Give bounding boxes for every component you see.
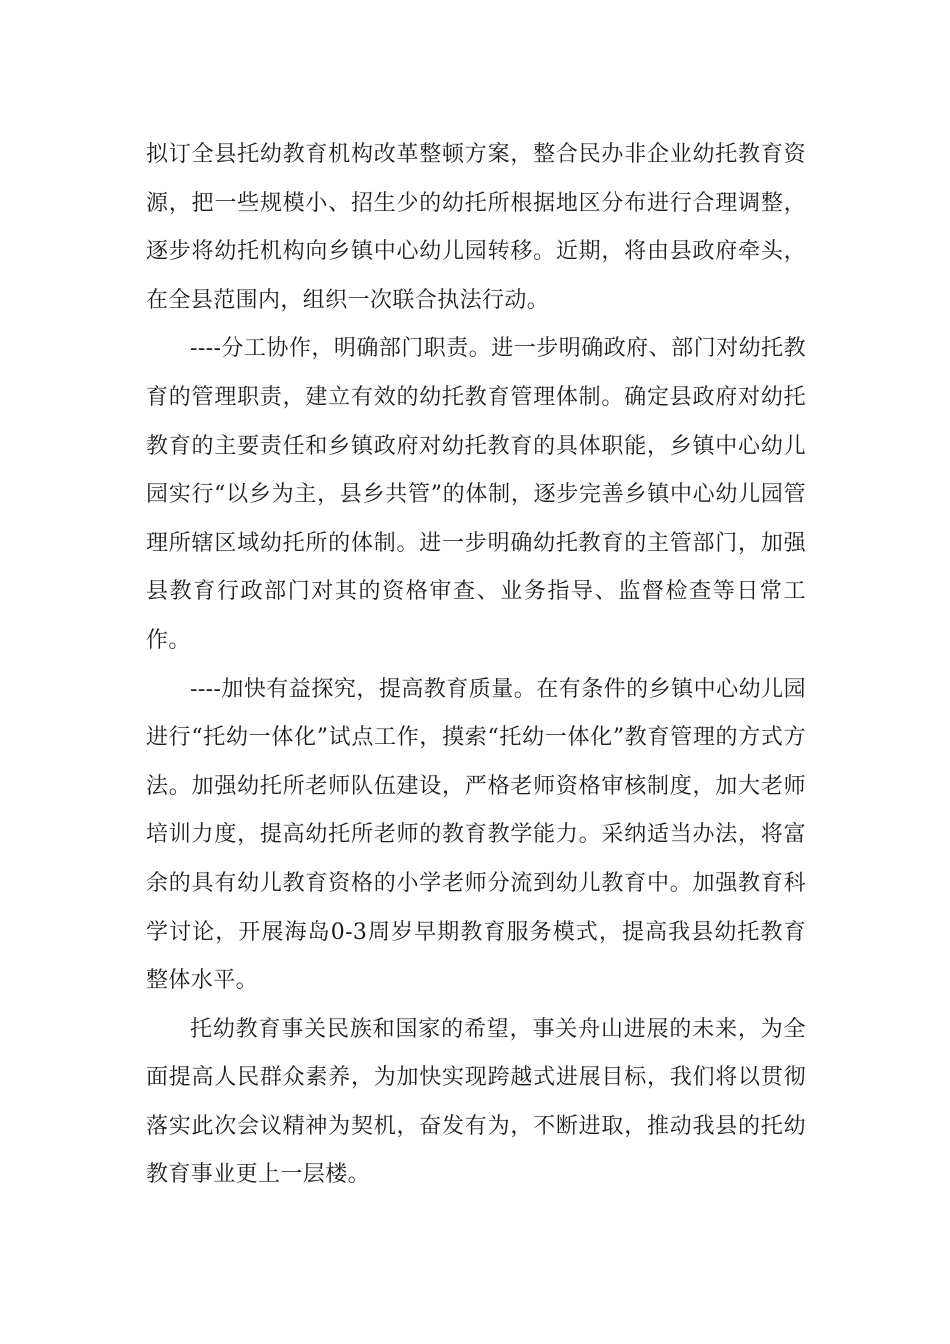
document-body — [146, 131, 806, 1200]
paragraph-education-quality: ----加快有益探究，提高教育质量。在有条件的乡镇中心幼儿园进行“托幼一体化”试点工作，摸索“托幼一体化”教育管理的方式方法。加强幼托所老师队伍建设，严格老师资格审核制度，加大老师培训力度，提高幼托所老师的教育教学能力。采纳适当办法，将富余的具有幼儿教育资格的小学老师分流到幼儿教育中。加强教育科学讨论，开展海岛0-3周岁早期教育服务模式，提高我县幼托教育整体水平。 — [146, 676, 806, 994]
paragraph-division-of-labor: ----分工协作，明确部门职责。进一步明确政府、部门对幼托教育的管理职责，建立有效的幼托教育管理体制。确定县政府对幼托教育的主要责任和乡镇政府对幼托教育的具体职能，乡镇中心幼儿园实行“以乡为主，县乡共管”的体制，逐步完善乡镇中心幼儿园管理所辖区域幼托所的体制。进一步明确幼托教育的主管部门，加强县教育行政部门对其的资格审查、业务指导、监督检查等日常工作。 — [146, 336, 806, 653]
paragraph-continuation: 拟订全县托幼教育机构改革整顿方案，整合民办非企业幼托教育资源，把一些规模小、招生少的幼托所根据地区分布进行合理调整，逐步将幼托机构向乡镇中心幼儿园转移。近期，将由县政府牵头，在全县范围内，组织一次联合执法行动。 — [146, 142, 806, 313]
paragraph-conclusion: 托幼教育事关民族和国家的希望，事关舟山进展的未来，为全面提高人民群众素养，为加快实现跨越式进展目标，我们将以贯彻落实此次会议精神为契机，奋发有为，不断进取，推动我县的托幼教育事业更上一层楼。 — [146, 1016, 806, 1188]
